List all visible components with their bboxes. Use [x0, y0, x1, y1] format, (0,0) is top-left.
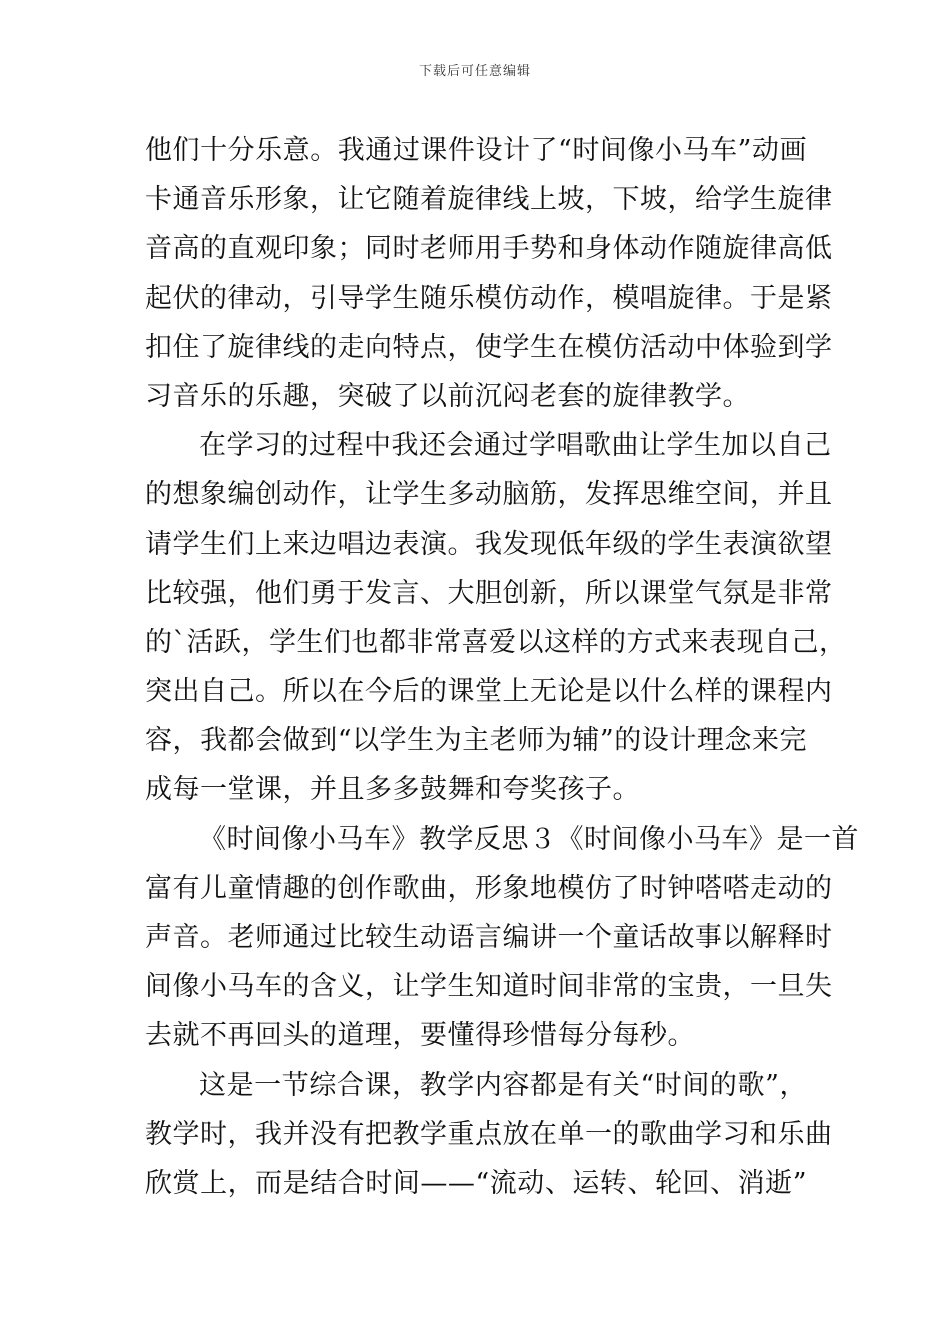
paragraph	[145, 815, 859, 1061]
text-line: 成每一堂课，并且多多鼓舞和夸奖孩子。	[145, 774, 640, 806]
paragraph	[145, 421, 847, 815]
text-line: 欣赏上，而是结合时间——“流动、运转、轮回、消逝”	[145, 1167, 807, 1199]
text-line: 扣住了旋律线的走向特点，使学生在模仿活动中体验到学	[145, 331, 833, 363]
text-line: 起伏的律动，引导学生随乐模仿动作，模唱旋律。于是紧	[145, 282, 833, 314]
text-line: 卡通音乐形象，让它随着旋律线上坡，下坡，给学生旋律	[145, 184, 833, 216]
text-line: 去就不再回头的道理，要懂得珍惜每分每秒。	[145, 1020, 695, 1052]
text-line: 富有儿童情趣的创作歌曲，形象地模仿了时钟嗒嗒走动的	[145, 872, 833, 904]
text-line: 教学时，我并没有把教学重点放在单一的歌曲学习和乐曲	[145, 1118, 833, 1150]
text-line: 声音。老师通过比较生动语言编讲一个童话故事以解释时	[145, 922, 833, 953]
text-line: 他们十分乐意。我通过课件设计了“时间像小马车”动画	[145, 135, 807, 166]
text-line: 请学生们上来边唱边表演。我发现低年级的学生表演欲望	[145, 528, 833, 560]
text-line: 《时间像小马车》教学反思３《时间像小马车》是一首	[199, 823, 859, 855]
text-line: 音高的直观印象；同时老师用手势和身体动作随旋律高低	[145, 233, 833, 265]
text-line: 的想象编创动作，让学生多动脑筋，发挥思维空间，并且	[145, 479, 833, 511]
document-body	[145, 126, 859, 1208]
text-line: 突出自己。所以在今后的课堂上无论是以什么样的课程内	[145, 676, 833, 708]
text-line: 间像小马车的含义，让学生知道时间非常的宝贵，一旦失	[145, 971, 833, 1003]
text-line: 在学习的过程中我还会通过学唱歌曲让学生加以自己	[199, 430, 832, 462]
text-line: 习音乐的乐趣，突破了以前沉闷老套的旋律教学。	[145, 380, 750, 412]
text-line: 的`活跃，学生们也都非常喜爱以这样的方式来表现自己，	[145, 626, 847, 658]
text-line: 比较强，他们勇于发言、大胆创新，所以课堂气氛是非常	[145, 577, 833, 609]
page-header: 下载后可任意编辑	[418, 64, 531, 79]
paragraph	[145, 126, 833, 421]
paragraph	[145, 1061, 833, 1209]
text-line: 这是一节综合课，教学内容都是有关“时间的歌”，	[199, 1069, 807, 1101]
text-line: 容，我都会做到“以学生为主老师为辅”的设计理念来完	[145, 725, 807, 757]
